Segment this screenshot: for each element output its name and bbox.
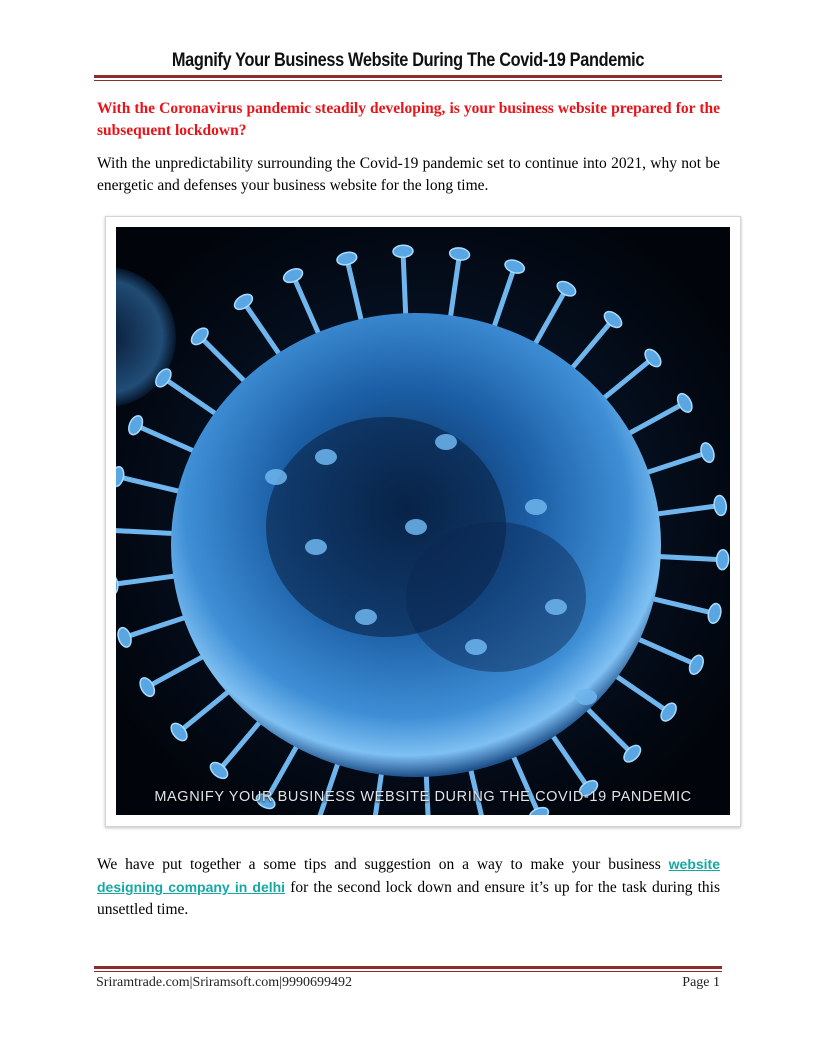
coronavirus-illustration: [116, 227, 730, 815]
virus-surface-spike: [315, 449, 337, 465]
footer-contact: Sriramtrade.com|Sriramsoft.com|9990699492: [96, 975, 352, 990]
virus-surface-spike: [525, 499, 547, 515]
virus-surface-spike: [405, 519, 427, 535]
virus-surface-spike: [545, 599, 567, 615]
virus-spike-cap: [716, 549, 729, 570]
tips-text-before: We have put together a some tips and suggestion on a way to make your business: [97, 856, 669, 873]
virus-spike-cap: [393, 245, 413, 258]
virus-surface-spike: [435, 434, 457, 450]
virus-surface-spike: [465, 639, 487, 655]
lead-question: With the Coronavirus pandemic steadily developing, is your business website prepared for the subsequent lockdown?: [97, 100, 720, 139]
virus-surface-spike: [305, 539, 327, 555]
virus-spike-stem: [403, 251, 406, 322]
coronavirus-graphic: [116, 227, 730, 815]
tips-paragraph: [97, 853, 720, 921]
website-designing-link[interactable]: website designing company in delhi: [97, 856, 720, 895]
page-number: Page 1: [682, 975, 720, 990]
virus-surface-spike: [575, 689, 597, 705]
image-caption: MAGNIFY YOUR BUSINESS WEBSITE DURING THE COVID-19 PANDEMIC: [154, 789, 692, 805]
header-divider: [94, 75, 722, 81]
page-header-title: Magnify Your Business Website During The Covid-19 Pandemic: [171, 50, 645, 71]
virus-surface-spike: [355, 609, 377, 625]
virus-spike-stem: [651, 556, 723, 560]
intro-paragraph: With the unpredictability surrounding the Covid-19 pandemic set to continue into 2021, why not be energetic and defenses your business website for the long time.: [97, 155, 720, 194]
footer-divider: [94, 966, 722, 972]
tips-text-after: for the second lock down and ensure it’s up for the task during this unsettled time.: [97, 879, 720, 918]
article-figure: [105, 216, 741, 827]
virus-surface-spike: [265, 469, 287, 485]
